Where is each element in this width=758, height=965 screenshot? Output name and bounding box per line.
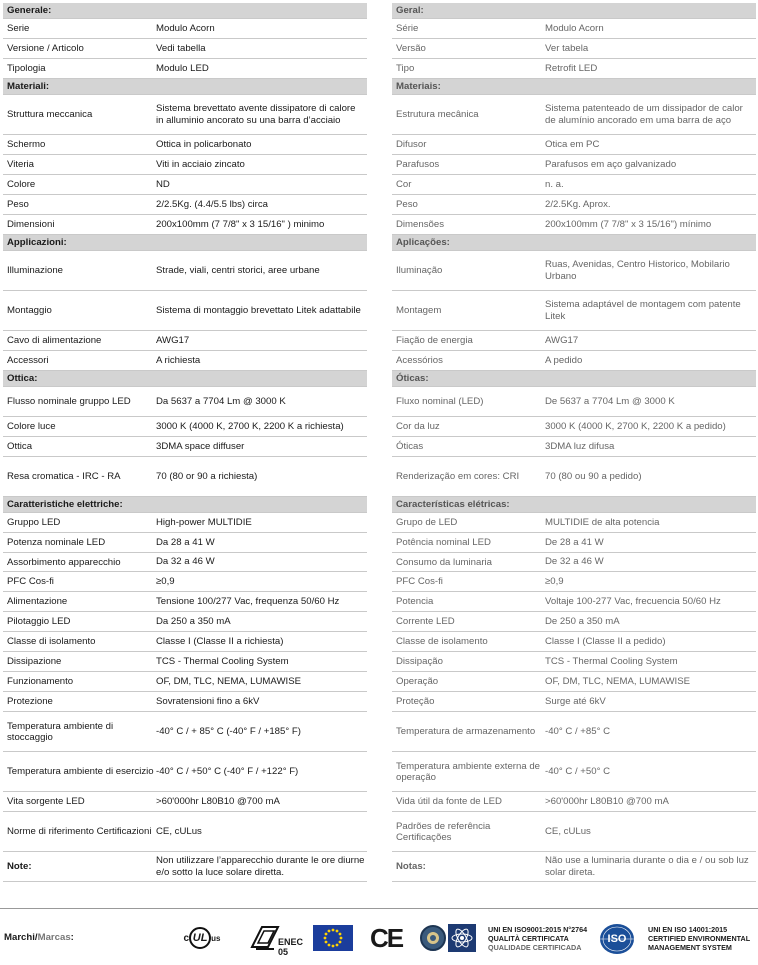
spec-value: Classe I (Classe II a pedido) xyxy=(545,635,666,647)
spec-value: -40° C / +50° C (-40° F / +122° F) xyxy=(156,765,299,777)
spec-value: 3000 K (4000 K, 2700 K, 2200 K a pedido) xyxy=(545,420,726,432)
spec-value: 3DMA luz difusa xyxy=(545,440,615,452)
spec-row xyxy=(3,417,367,437)
spec-label: Renderização em cores: CRI xyxy=(396,471,520,482)
spec-value: n. a. xyxy=(545,178,564,190)
spec-label: Versão xyxy=(396,43,426,54)
spec-row xyxy=(3,387,367,417)
spec-value: OF, DM, TLC, NEMA, LUMAWISE xyxy=(545,675,690,687)
spec-label: Serie xyxy=(7,23,30,34)
spec-value: Sovratensioni fino a 6kV xyxy=(156,695,260,707)
certification-seal-icon xyxy=(420,925,446,951)
spec-label: Schermo xyxy=(7,139,46,150)
spec-label: Funzionamento xyxy=(7,676,74,687)
spec-value: Voltaje 100-277 Vac, frecuencia 50/60 Hz xyxy=(545,595,721,607)
spec-label: Óticas xyxy=(396,441,424,452)
spec-row xyxy=(392,457,756,497)
brands-label xyxy=(4,932,74,943)
spec-label: Resa cromatica - IRC - RA xyxy=(7,471,121,482)
spec-value: CE, cULus xyxy=(156,825,202,837)
spec-row xyxy=(3,95,367,135)
spec-value: 3000 K (4000 K, 2700 K, 2200 K a richiesta) xyxy=(156,420,344,432)
section-header-applicazioni: Aplicações: xyxy=(392,235,756,251)
spec-row xyxy=(3,251,367,291)
spec-value: Vedi tabella xyxy=(156,42,206,54)
spec-row xyxy=(392,712,756,752)
spec-value: TCS - Thermal Cooling System xyxy=(545,655,678,667)
spec-label: Pilotaggio LED xyxy=(7,616,71,627)
spec-value: Sistema adaptável de montagem com patente Litek xyxy=(545,298,741,322)
section-header-ottica: Ottica: xyxy=(3,371,367,387)
spec-label: Norme di riferimento Certificazioni xyxy=(7,826,152,837)
spec-row xyxy=(3,155,367,175)
spec-label: Struttura meccanica xyxy=(7,109,93,120)
section-header-ottica: Óticas: xyxy=(392,371,756,387)
spec-row xyxy=(392,792,756,812)
spec-row xyxy=(392,175,756,195)
brands-label-pt: Marcas xyxy=(37,932,71,943)
spec-row xyxy=(3,331,367,351)
spec-row xyxy=(392,155,756,175)
spec-label: Flusso nominale gruppo LED xyxy=(7,396,131,407)
spec-value: Modulo LED xyxy=(156,62,209,74)
ul-c-text: c xyxy=(183,932,190,944)
spec-value: Sistema di montaggio brevettato Litek adattabile xyxy=(156,304,361,316)
spec-row xyxy=(392,387,756,417)
spec-row xyxy=(3,572,367,592)
ul-us-text: us xyxy=(211,933,221,943)
spec-label: Assorbimento apparecchio xyxy=(7,556,121,568)
spec-label: Peso xyxy=(396,199,418,210)
spec-label: Potencia xyxy=(396,596,434,607)
atom-quality-icon xyxy=(448,924,476,952)
spec-label: Fluxo nominal (LED) xyxy=(396,396,484,407)
spec-value: High-power MULTIDIE xyxy=(156,516,252,528)
section-header-applicazioni: Applicazioni: xyxy=(3,235,367,251)
section-header-elettriche: Características elétricas: xyxy=(392,497,756,513)
iso-text: ISO xyxy=(607,933,627,945)
spec-row xyxy=(3,39,367,59)
cert2-line3: MANAGEMENT SYSTEM xyxy=(648,943,732,952)
spec-label: Classe de isolamento xyxy=(396,636,488,647)
spec-value: -40° C / +50° C xyxy=(545,765,610,777)
spec-value: AWG17 xyxy=(545,334,579,346)
spec-row xyxy=(392,251,756,291)
cert1-line3: QUALIDADE CERTIFICADA xyxy=(488,943,582,952)
spec-label: Accessori xyxy=(7,355,49,366)
spec-value: MULTIDIE de alta potencia xyxy=(545,516,660,528)
spec-label: Consumo da luminaria xyxy=(396,556,492,568)
spec-row xyxy=(392,692,756,712)
spec-row xyxy=(392,95,756,135)
spec-label: Proteção xyxy=(396,696,435,707)
spec-label: Corrente LED xyxy=(396,616,455,627)
spec-value: ≥0,9 xyxy=(156,575,175,587)
spec-value: -40° C / + 85° C (-40° F / +185° F) xyxy=(156,725,301,737)
spec-value: Classe I (Classe II a richiesta) xyxy=(156,635,284,647)
spec-row xyxy=(3,812,367,852)
spec-label: Padrões de referência Certificações xyxy=(396,820,491,843)
spec-value: OF, DM, TLC, NEMA, LUMAWISE xyxy=(156,675,301,687)
spec-value: 70 (80 ou 90 a pedido) xyxy=(545,470,642,482)
spec-row xyxy=(392,195,756,215)
spec-row xyxy=(3,672,367,692)
spec-row xyxy=(3,712,367,752)
enec-text: ENEC 05 xyxy=(278,937,304,957)
spec-label: Cor xyxy=(396,179,412,190)
spec-row xyxy=(3,792,367,812)
spec-row xyxy=(3,59,367,79)
spec-label: Dimensioni xyxy=(7,219,55,230)
spec-label: Tipologia xyxy=(7,63,46,74)
spec-label: Potência nominal LED xyxy=(396,537,491,548)
spec-value: 200x100mm (7 7/8" x 3 15/16" ) minimo xyxy=(156,218,325,230)
spec-label: Notas: xyxy=(396,861,426,872)
spec-row xyxy=(392,572,756,592)
spec-label: Operação xyxy=(396,676,439,687)
spec-value: De 250 a 350 mA xyxy=(545,615,620,627)
spec-label: Illuminazione xyxy=(7,265,63,276)
spec-value: Modulo Acorn xyxy=(545,22,604,34)
spec-value: Da 32 a 46 W xyxy=(156,556,215,567)
section-header-elettriche: Caratteristiche elettriche: xyxy=(3,497,367,513)
spec-label: Temperatura ambiente di esercizio xyxy=(7,766,154,777)
spec-label: Peso xyxy=(7,199,29,210)
spec-value: De 5637 a 7704 Lm @ 3000 K xyxy=(545,395,675,407)
spec-row xyxy=(392,652,756,672)
spec-row xyxy=(392,592,756,612)
iso9001-cert-text xyxy=(488,925,587,952)
spec-value: CE, cULus xyxy=(545,825,591,837)
spec-row xyxy=(3,692,367,712)
iso-logo xyxy=(598,922,636,956)
spec-row xyxy=(3,553,367,572)
spec-row xyxy=(392,39,756,59)
spec-row xyxy=(3,291,367,331)
spec-row xyxy=(392,135,756,155)
enec-logo xyxy=(248,923,304,957)
spec-row xyxy=(392,672,756,692)
spec-label: Colore luce xyxy=(7,421,56,432)
spec-row xyxy=(3,215,367,235)
spec-label: Iluminação xyxy=(396,265,443,276)
spec-value: Retrofit LED xyxy=(545,62,598,74)
spec-value: Strade, viali, centri storici, aree urbane xyxy=(156,264,320,276)
spec-row xyxy=(392,59,756,79)
spec-value: Surge até 6kV xyxy=(545,695,606,707)
spec-label: Montaggio xyxy=(7,305,52,316)
spec-label: Temperatura ambiente di stoccaggio xyxy=(7,720,114,743)
spec-row xyxy=(392,752,756,792)
spec-value: 200x100mm (7 7/8" x 3 15/16") mínimo xyxy=(545,218,712,230)
spec-row xyxy=(3,752,367,792)
spec-value: Modulo Acorn xyxy=(156,22,215,34)
spec-value: A richiesta xyxy=(156,354,201,366)
cert1-line1: UNI EN ISO9001:2015 N°2764 xyxy=(488,925,588,934)
spec-label: Montagem xyxy=(396,305,442,316)
spec-label: Classe di isolamento xyxy=(7,636,96,647)
spec-value: Da 250 a 350 mA xyxy=(156,615,231,627)
spec-row xyxy=(392,533,756,553)
spec-label: Vita sorgente LED xyxy=(7,796,85,807)
iso14001-cert-text xyxy=(648,925,750,952)
spec-value: Parafusos em aço galvanizado xyxy=(545,158,677,170)
spec-label: Potenza nominale LED xyxy=(7,537,106,548)
spec-value: Da 5637 a 7704 Lm @ 3000 K xyxy=(156,395,286,407)
spec-label: Colore xyxy=(7,179,36,190)
cul-us-logo xyxy=(176,923,228,953)
spec-value: Non utilizzare l’apparecchio durante le ore diurne e/o sotto la luce solare diretta. xyxy=(156,854,365,878)
spec-label: Versione / Articolo xyxy=(7,43,84,54)
spec-value: Tensione 100/277 Vac, frequenza 50/60 Hz xyxy=(156,595,340,607)
spec-value: TCS - Thermal Cooling System xyxy=(156,655,289,667)
brands-label-it: Marchi/ xyxy=(4,932,38,943)
spec-label: Cor da luz xyxy=(396,421,440,432)
spec-row xyxy=(3,652,367,672)
spec-row xyxy=(392,632,756,652)
spec-row xyxy=(3,457,367,497)
spec-value: 70 (80 or 90 a richiesta) xyxy=(156,470,258,482)
spec-value: Sistema brevettato avente dissipatore di calore in alluminio ancorato su una barra d’acciaio xyxy=(156,102,356,126)
spec-row xyxy=(392,553,756,572)
spec-value: Não use a luminaria durante o dia e / ou sob luz solar direta. xyxy=(545,854,749,878)
cert2-line2: CERTIFIED ENVIRONMENTAL xyxy=(648,934,751,943)
italian-spec-column xyxy=(3,3,367,882)
spec-value: >60'000hr L80B10 @700 mA xyxy=(156,795,280,807)
spec-label: Alimentazione xyxy=(7,596,68,607)
spec-value: ND xyxy=(156,178,170,190)
spec-label: Estrutura mecânica xyxy=(396,109,479,120)
spec-value: Da 28 a 41 W xyxy=(156,536,215,548)
spec-value: AWG17 xyxy=(156,334,190,346)
brands-label-colon: : xyxy=(70,932,74,943)
spec-label: Dissipazione xyxy=(7,656,62,667)
spec-label: Cavo di alimentazione xyxy=(7,335,102,346)
spec-value: 3DMA space diffuser xyxy=(156,440,245,452)
spec-label: Vida útil da fonte de LED xyxy=(396,796,502,807)
cert2-line1: UNI EN ISO 14001:2015 xyxy=(648,925,728,934)
spec-row xyxy=(3,533,367,553)
spec-row xyxy=(3,592,367,612)
spec-value: Ruas, Avenidas, Centro Historico, Mobilario Urbano xyxy=(545,258,730,282)
spec-label: Temperatura ambiente externa de operação xyxy=(396,760,540,783)
spec-row xyxy=(392,812,756,852)
section-header-materiali: Materiais: xyxy=(392,79,756,95)
spec-label: Acessórios xyxy=(396,355,443,366)
section-header-generale: Generale: xyxy=(3,3,367,19)
spec-row xyxy=(3,852,367,882)
spec-row xyxy=(392,215,756,235)
spec-label: Tipo xyxy=(396,63,415,74)
spec-row xyxy=(3,135,367,155)
spec-row xyxy=(392,19,756,39)
spec-row xyxy=(3,632,367,652)
spec-row xyxy=(3,19,367,39)
spec-value: 2/2.5Kg. Aprox. xyxy=(545,198,611,210)
spec-label: PFC Cos-fi xyxy=(396,576,443,587)
brands-footer xyxy=(0,908,758,965)
cert1-line2: QUALITÀ CERTIFICATA xyxy=(488,934,569,943)
spec-label: PFC Cos-fi xyxy=(7,576,54,587)
spec-label: Gruppo LED xyxy=(7,517,61,528)
spec-row xyxy=(392,612,756,632)
spec-value: Otica em PC xyxy=(545,138,600,150)
spec-label: Série xyxy=(396,23,419,34)
spec-value: ≥0,9 xyxy=(545,575,564,587)
spec-label: Temperatura de armazenamento xyxy=(396,726,536,737)
spec-row xyxy=(3,351,367,371)
spec-value: Ottica in policarbonato xyxy=(156,138,252,150)
spec-row xyxy=(392,852,756,882)
spec-label: Parafusos xyxy=(396,159,440,170)
spec-label: Difusor xyxy=(396,139,427,150)
spec-row xyxy=(392,331,756,351)
eu-stars-icon xyxy=(313,925,353,951)
spec-label: Viteria xyxy=(7,159,35,170)
spec-row xyxy=(3,195,367,215)
spec-value: Viti in acciaio zincato xyxy=(156,158,245,170)
spec-row xyxy=(3,513,367,533)
spec-row xyxy=(392,437,756,457)
spec-row xyxy=(392,291,756,331)
spec-value: A pedido xyxy=(545,354,583,366)
portuguese-spec-column xyxy=(392,3,756,882)
spec-value: -40° C / +85° C xyxy=(545,725,610,737)
spec-label: Note: xyxy=(7,861,32,872)
spec-label: Dissipação xyxy=(396,656,443,667)
spec-label: Ottica xyxy=(7,441,33,452)
section-header-generale: Geral: xyxy=(392,3,756,19)
spec-row xyxy=(392,351,756,371)
spec-row xyxy=(392,417,756,437)
spec-row xyxy=(3,612,367,632)
spec-value: 2/2.5Kg. (4.4/5.5 lbs) circa xyxy=(156,198,268,210)
spec-row xyxy=(392,513,756,533)
spec-value: >60'000hr L80B10 @700 mA xyxy=(545,795,669,807)
spec-row xyxy=(3,437,367,457)
spec-label: Protezione xyxy=(7,696,53,707)
spec-row xyxy=(3,175,367,195)
ul-mark: UL xyxy=(189,927,211,949)
spec-value: Ver tabela xyxy=(545,42,589,54)
spec-value: Sistema patenteado de um dissipador de calor de alumínio ancorado em uma barra de aço xyxy=(545,102,743,126)
eu-flag-logo xyxy=(313,925,353,951)
ce-mark-logo: CE xyxy=(369,922,403,953)
spec-value: De 32 a 46 W xyxy=(545,556,604,567)
spec-value: De 28 a 41 W xyxy=(545,536,604,548)
section-header-materiali: Materiali: xyxy=(3,79,367,95)
spec-label: Fiação de energia xyxy=(396,335,473,346)
spec-label: Grupo de LED xyxy=(396,517,458,528)
spec-label: Dimensões xyxy=(396,219,444,230)
